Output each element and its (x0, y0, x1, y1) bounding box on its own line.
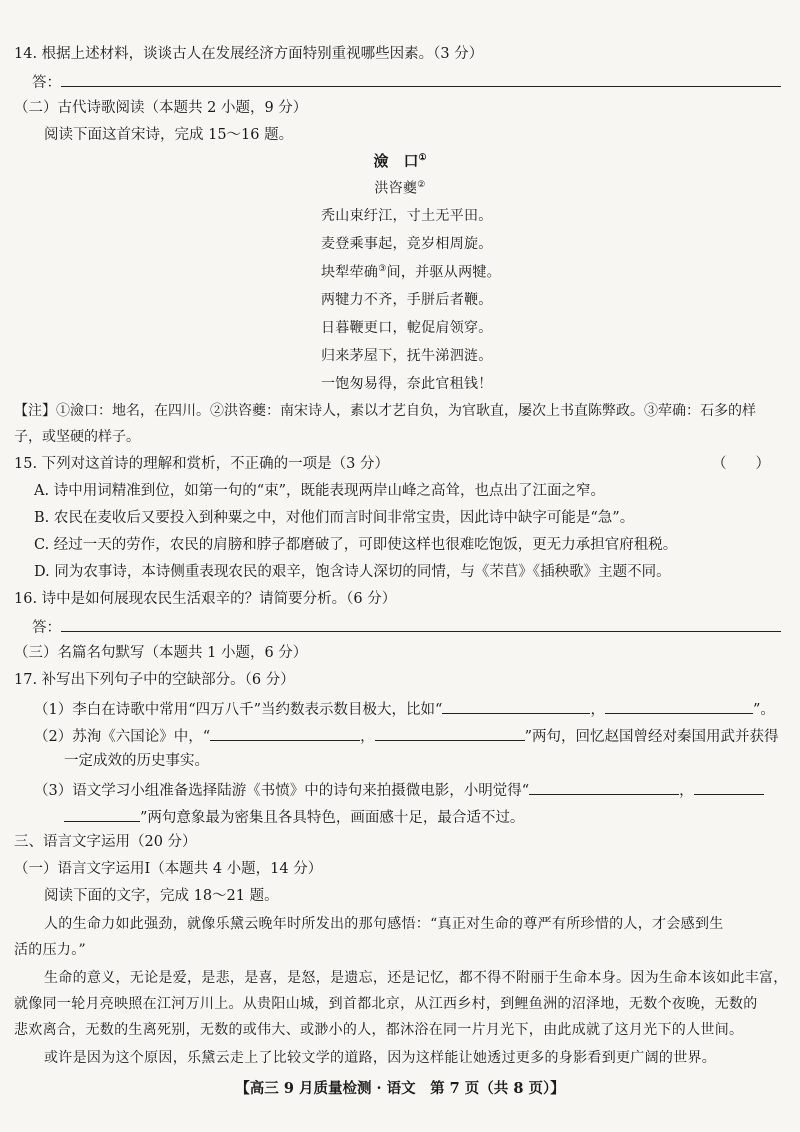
section-heading-poetry: （二）古代诗歌阅读（本题共 2 小题，9 分） (14, 100, 308, 116)
item-text: （3）语文学习小组准备选择陆游《书愤》中的诗句来拍摄微电影，小明觉得“ (34, 783, 530, 799)
fill-blank[interactable] (442, 699, 590, 714)
passage-paragraph-2-line-3: 悲欢离合，无数的生离死别，无数的或伟大、或渺小的人，都沐浴在同一片月光下，由此成就了这月光下的人世间。 (14, 1022, 744, 1038)
item-end: ”。 (752, 702, 775, 718)
answer-line[interactable] (61, 617, 781, 632)
fill-blank[interactable] (375, 726, 525, 741)
fill-blank[interactable] (605, 699, 753, 714)
question-17-item-2-cont: 一定成效的历史事实。 (64, 753, 209, 769)
page-footer: 【高三 9 月质量检测 · 语文 第 7 页（共 8 页）】 (235, 1080, 565, 1097)
question-14-answer-area (32, 72, 781, 92)
option-d[interactable]: D. 同为农事诗，本诗侧重表现农民的艰辛，饱含诗人深切的同情，与《芣苢》《插秧歌》主题不同。 (34, 564, 671, 580)
poem-author-text: 洪咨夔 (374, 180, 418, 197)
item-text: （2）苏洵《六国论》中，“ (34, 729, 211, 745)
poem-title-note: ① (418, 153, 427, 163)
item-comma: ， (590, 702, 605, 718)
section-heading-recitation: （三）名篇名句默写（本题共 1 小题，6 分） (14, 645, 308, 661)
poem-author (0, 180, 800, 197)
passage-paragraph-3-line-1: 或许是因为这个原因，乐黛云走上了比较文学的道路，因为这样能让她透过更多的身影看到更广阔的世界。 (44, 1050, 717, 1066)
passage-paragraph-1-line-1: 人的生命力如此强劲，就像乐黛云晚年时所发出的那句感悟：“真正对生命的尊严有所珍惜的人，才会感到生 (44, 916, 724, 932)
question-17-item-3 (34, 780, 764, 800)
question-17-item-1 (34, 699, 775, 719)
answer-label: 答： (32, 620, 61, 636)
option-c[interactable]: C. 经过一天的劳作，农民的肩膀和脖子都磨破了，可即使这样也很难吃饱饭，更无力承担官府租税。 (34, 537, 678, 553)
poem-line (321, 264, 501, 281)
question-17-item-3-cont (64, 807, 524, 827)
item-comma: ， (679, 783, 694, 799)
question-16: 16. 诗中是如何展现农民生活艰辛的？请简要分析。（6 分） (14, 591, 397, 607)
item-text: ”两句意象最为密集且各具特色，画面感十足，最合适不过。 (140, 810, 525, 826)
fill-blank[interactable] (64, 807, 140, 822)
poem-line: 日暮鞭更口，軶促肩领穿。 (321, 320, 493, 336)
part-heading-language: 三、语言文字运用（20 分） (14, 834, 197, 850)
poem-title (0, 152, 800, 170)
answer-label: 答： (32, 75, 61, 91)
question-16-answer-area (32, 617, 781, 637)
question-17-item-2 (34, 726, 779, 746)
poem-line: 一饱匆易得，奈此官租钱！ (321, 376, 493, 392)
question-17-stem: 17. 补写出下列句子中的空缺部分。（6 分） (14, 672, 295, 688)
option-a[interactable]: A. 诗中用词精准到位，如第一句的“束”，既能表现两岸山峰之高耸，也点出了江面之窄。 (34, 483, 606, 499)
answer-line[interactable] (61, 72, 781, 87)
poem-title-text: 澰 口 (373, 152, 419, 170)
fill-blank[interactable] (529, 780, 679, 795)
answer-bracket[interactable]: （ ） (712, 456, 770, 472)
passage-paragraph-2-line-2: 就像同一轮月亮映照在江河万川上。从贵阳山城，到首都北京，从江西乡村，到鲤鱼洲的沼泽地，无数个夜晚，无数的 (14, 996, 758, 1012)
passage-paragraph-2-line-1: 生命的意义，无论是爱，是悲，是喜，是怒，是遗忘，还是记忆，都不得不附丽于生命本身。因为生命本该如此丰富， (44, 970, 788, 986)
poem-line: 归来茅屋下，抚牛涕泗涟。 (321, 348, 493, 364)
poem-notes-line-1: 【注】①澰口：地名，在四川。②洪咨夔：南宋诗人，素以才艺自负，为官耿直，屡次上书直陈弊政。③荦确：石多的样 (14, 403, 756, 419)
poem-author-note: ② (417, 180, 426, 190)
poem-line: 两犍力不齐，手胼后者鞭。 (321, 292, 493, 308)
item-text: ”两句，回忆赵国曾经对秦国用武并获得 (524, 729, 779, 745)
fill-blank[interactable] (210, 726, 360, 741)
section-intro-poetry: 阅读下面这首宋诗，完成 15～16 题。 (44, 127, 294, 143)
question-15-stem: 15. 下列对这首诗的理解和赏析，不正确的一项是（3 分） (14, 456, 390, 472)
item-text: （1）李白在诗歌中常用“四万八千”当约数表示数目极大，比如“ (34, 702, 443, 718)
question-14-text: 14. 根据上述材料，谈谈古人在发展经济方面特别重视哪些因素。（3 分） (14, 46, 484, 62)
fill-blank[interactable] (694, 780, 764, 795)
subsection-intro: 阅读下面的文字，完成 18～21 题。 (44, 888, 279, 904)
question-14 (14, 46, 483, 63)
subsection-heading-language-1: （一）语言文字运用Ⅰ（本题共 4 小题，14 分） (14, 861, 323, 877)
item-comma: ， (360, 729, 375, 745)
poem-line: 秃山束纡江，寸土无平田。 (321, 208, 493, 224)
option-b[interactable]: B. 农民在麦收后又要投入到种粟之中，对他们而言时间非常宝贵，因此诗中缺字可能是“急”。 (34, 510, 635, 526)
poem-line: 麦登乘事起，竞岁相周旋。 (321, 236, 493, 252)
poem-notes-line-2: 子，或坚硬的样子。 (14, 429, 140, 445)
passage-paragraph-1-line-2: 活的压力。” (14, 942, 86, 958)
poem-line-part: 块犁荦确 (321, 264, 379, 281)
poem-inline-note: ③ (378, 264, 387, 274)
poem-line-part: 间，并驱从两犍。 (386, 264, 501, 281)
